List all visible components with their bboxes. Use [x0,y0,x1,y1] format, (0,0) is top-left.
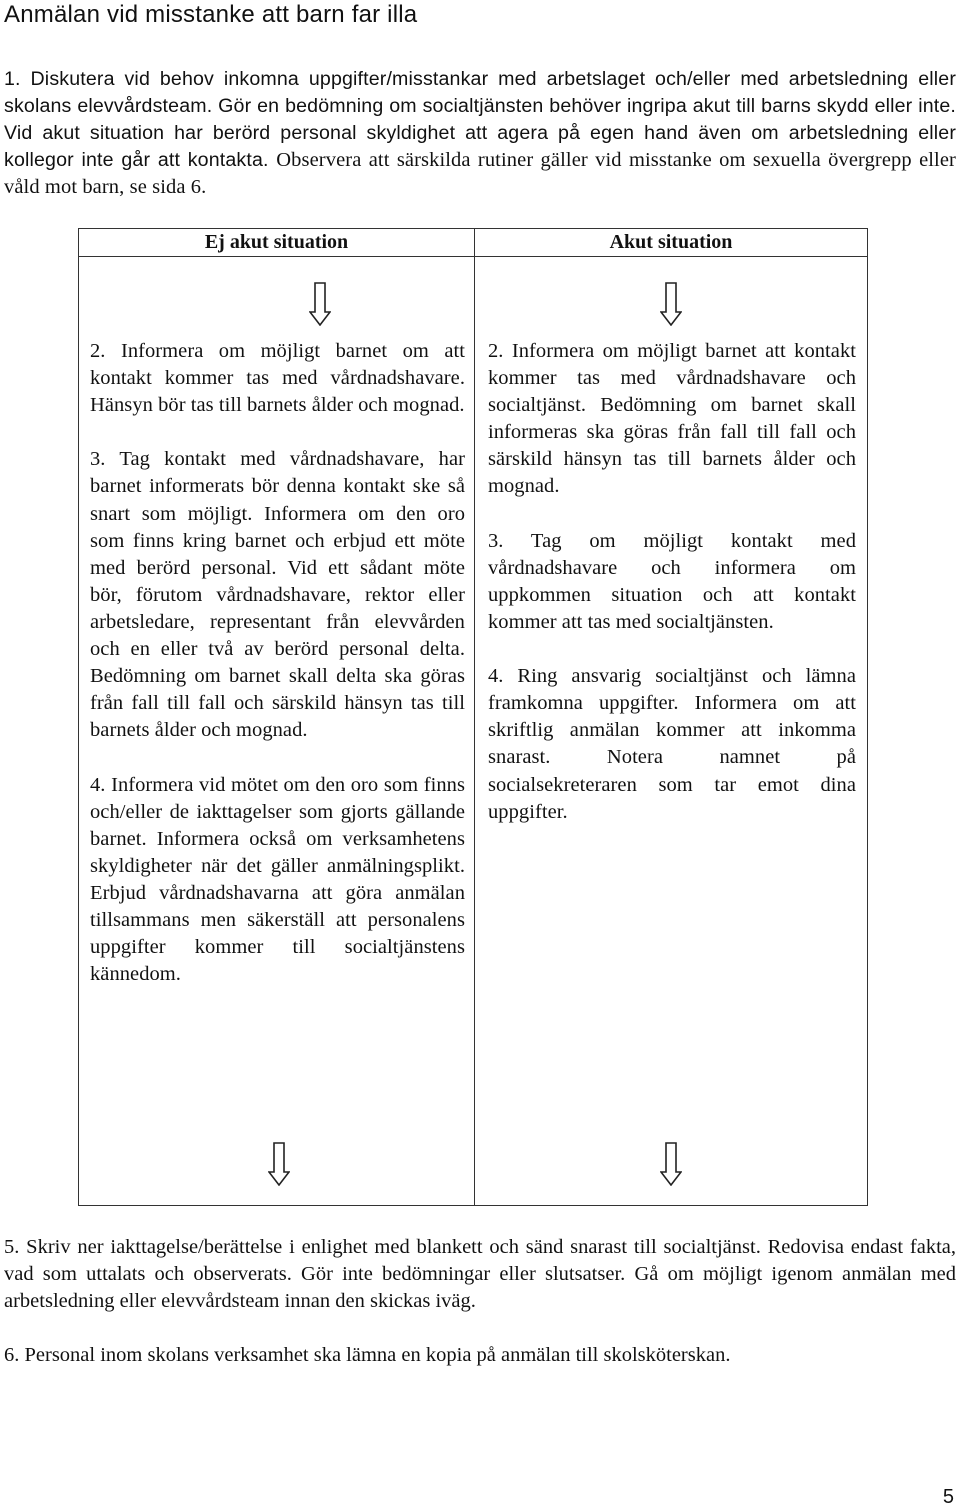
down-arrow-icon [660,1142,682,1186]
down-arrow-icon [309,282,331,326]
column-divider [474,256,475,1206]
not-urgent-step-3: 3. Tag kontakt med vårdnadshavare, har barnet informerats bör denna kontakt ske så snart som möjligt. Informera om den oro som finns kring barnet och erbjud ett möte med berörd personal. Vid ett sådant möte bör, förutom vårdnadshavare, rektor eller arbetsledare, representant från elevvården och en eller två av berörd personal delta. Bedömning om barnet skall delta ska göras från fall till fall och särskild hänsyn tas till barnets ålder och mognad. [90,448,465,742]
step-5: 5. Skriv ner iakttagelse/berättelse i enlighet med blankett och sänd snarast till socialtjänst. Redovisa endast fakta, vad som uttalats och observerats. Gör inte bedömningar eller slutsatser. Gå om möjligt igenom anmälan med arbetsledning eller elevvårdsteam innan den skickas iväg. [4,1236,956,1313]
urgent-step-2: 2. Informera om möjligt barnet att kontakt kommer tas med vårdnadshavare och socialtjänst. Bedömning om barnet skall informeras ska göras från fall till fall och särskild hänsyn tas till barnets ålder och mognad. [488,340,856,498]
column-heading-not-urgent: Ej akut situation [78,228,475,257]
not-urgent-step-2: 2. Informera om möjligt barnet om att kontakt kommer tas med vårdnadshavare. Hänsyn bör tas till barnets ålder och mognad. [90,340,465,417]
intro-note: Observera att särskilda rutiner gäller vid misstanke om sexuella övergrepp eller våld mot barn, se sida 6. [4,149,956,198]
column-heading-urgent: Akut situation [474,228,868,257]
down-arrow-icon [660,282,682,326]
page-number: 5 [942,1486,954,1508]
urgent-step-4: 4. Ring ansvarig socialtjänst och lämna framkomna uppgifter. Informera om att skriftlig anmälan kommer att inkomma snarast. Notera namnet på socialsekreteraren som tar emot dina uppgifter. [488,665,856,823]
urgent-step-3: 3. Tag om möjligt kontakt med vårdnadshavare och informera om uppkommen situation och att kontakt kommer att tas med socialtjänsten. [488,529,856,633]
down-arrow-icon [268,1142,290,1186]
not-urgent-steps [90,338,465,1015]
step-6: 6. Personal inom skolans verksamhet ska lämna en kopia på anmälan till skolsköterskan. [4,1344,731,1367]
page-title: Anmälan vid misstanke att barn far illa [4,1,418,28]
final-steps [4,1234,956,1397]
not-urgent-step-4: 4. Informera vid mötet om den oro som finns och/eller de iakttagelser som gjorts gällande barnet. Informera också om verksamhetens skyldigheter när det gäller anmälningsplikt. Erbjud vårdnadshavarna att göra anmälan tillsammans men säkerställ att personalens uppgifter kommer till socialtjänstens kännedom. [90,773,465,986]
intro-paragraph [4,66,956,201]
urgent-steps [488,338,856,853]
intro-step-1: 1. Diskutera vid behov inkomna uppgifter/misstankar med arbetslaget och/eller med arbetsledning eller skolans elevvårdsteam. Gör en bedömning om socialtjänsten behöver ingripa akut till barns skydd eller inte. Vid akut situation har berörd personal skyldighet att agera på egen hand även om arbetsledning eller kollegor inte går att kontakta. [4,68,956,171]
